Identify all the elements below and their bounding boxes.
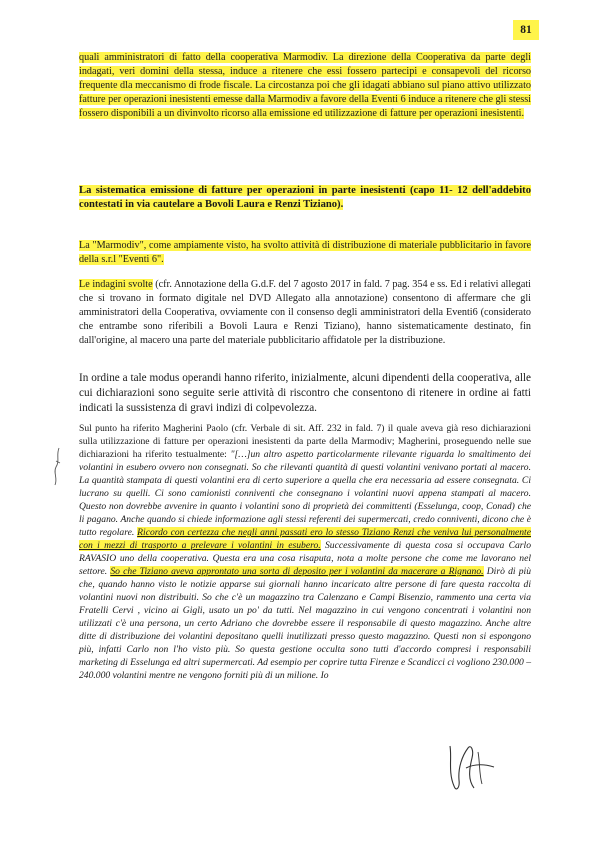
testimony-quote-highlight-1: Ricordo con certezza che negli anni passati ero lo stesso Tiziano Renzi che veniva lui personalmente con i mezzi di trasporto a prelevare i volantini in esubero. bbox=[79, 527, 531, 551]
paragraph-3 bbox=[79, 278, 531, 348]
margin-pen-mark-icon bbox=[50, 447, 64, 487]
section-heading-text: La sistematica emissione di fatture per operazioni in parte inesistenti (capo 11- 12 dell'addebito contestati in via cautelare a Bovoli Laura e Renzi Tiziano). bbox=[79, 185, 531, 210]
paragraph-1-text: quali amministratori di fatto della cooperativa Marmodiv. La direzione della Cooperativa da parte degli indagati, veri domini della stessa, induce a ritenere che essi fossero partecipi e consapevoli del ricorso frequente dla meccanismo di frode fiscale. La circostanza poi che gli idagati abbiano sul piano attivo utilizzato fatture per operazioni inesistenti emesse dalla Marmodiv a favore della Eventi 6 induce a ritenere che gli stessi fossero disponibili a un divinvolto ricorso alla emissione ed utilizzazione di fatture per operazioni inesistenti. bbox=[79, 52, 531, 119]
page-number: 81 bbox=[513, 20, 539, 40]
testimony-quote-highlight-2: So che Tiziano aveva approntato una sorta di deposito per i volantini da macerare a Rignano. bbox=[110, 566, 484, 577]
paragraph-5 bbox=[79, 422, 531, 682]
paragraph-4: In ordine a tale modus operandi hanno riferito, inizialmente, alcuni dipendenti della cooperativa, alle cui dichiarazioni sono seguite serie attività di riscontro che consentono di ritenere in ordine ai fatti indicati la sussistenza di gravi indizi di colpevolezza. bbox=[79, 372, 531, 414]
paragraph-5-intro: Sul punto ha riferito Magherini Paolo (cfr. Verbale di sit. Aff. 232 in fald. 7) il quale aveva già reso dichiarazioni sulla utilizzazione di fatture per operazioni inesistenti da parte della Marmodiv; Magherini, proseguendo nelle sue dichiarazioni ha riferito testualmente: bbox=[79, 423, 531, 460]
section-heading bbox=[79, 184, 531, 212]
paragraph-3-highlight: Le indagini svolte bbox=[79, 279, 153, 290]
paragraph-1 bbox=[79, 51, 531, 121]
testimony-quote-part-3: Dirò di più che, quando hanno visto le notizie apparse sui giornali hanno incaricato altre persone di fare questa raccolta di volantini nuovi non distribuiti. So che c'è un magazzino tra Calenzano e Campi Bisenzio, rammento una certa via Fratelli Cervi , vicino ai Gigli, usato un po' da tutti. Nel magazzino in cui vengono concentrati i volantini non utilizzati c'è una persona, un certo Adriano che dovrebbe essere il responsabile di questo magazzino. Anche altre ditte di distribuzione dei volantini depositano quelli inutilizzati presso questo magazzino. Questi non si espongono più, infatti Carlo non l'ho visto più. So questa gestione occulta sono tutti d'accordo compresi i responsabili marketing di Esselunga ed altri supermercati. Ad esempio per coprire tutta Firenze e Scandicci ci vogliono 230.000 – 240.000 volantini mentre ne vengono forniti più di un milione. Io bbox=[79, 566, 531, 681]
paragraph-3-text: (cfr. Annotazione della G.d.F. del 7 agosto 2017 in fald. 7 pag. 354 e ss. Ed i relativi allegati che si trovano in formato digitale nel DVD Allegato alla annotazione) consentono di affermare che gli amministratori della Cooperativa, ovviamente con il consenso degli amministratori della Eventi6 (considerato che entrambe sono riferibili a Bovoli Laura e Renzi Tiziano), hanno sistematicamente destinato, fin dall'origine, al macero una parte del materiale pubblicitario affidatole per la distribuzione. bbox=[79, 279, 532, 346]
paragraph-2-text: La "Marmodiv", come ampiamente visto, ha svolto attività di distribuzione di materiale pubblicitario in favore della s.r.l "Eventi 6". bbox=[79, 240, 531, 265]
testimony-quote-part-1: "[…]un altro aspetto particolarmente rilevante riguarda lo smaltimento dei volantini in esubero ovvero non consegnati. So che rilevanti quantità di questi volantini venivano portati al macero. La quantità stampata di questi volantini era di certo superiore a quella che era necessaria ad essere consegnata. Ci lucrano su quelli. Ci sono camionisti conniventi che consegnano i volantini nuovi appena stampati al macero. Questo non dovrebbe avvenire in quanto i volantini sono di proprietà dei committenti (Esselunga, coop, Conad) che li pagano. Anche quando si chiede informazione agli stessi referenti dei supermercati, credo conniventi, dicono che è tutto regolare. bbox=[79, 449, 531, 538]
handwritten-signature-icon bbox=[438, 738, 500, 796]
testimony-quote-part-2: Successivamente di questa cosa si occupava Carlo RAVASIO uno della cooperativa. Questa era una cosa risaputa, nota a molte persone che come me lavorano nel settore. bbox=[79, 540, 531, 577]
paragraph-2 bbox=[79, 239, 531, 267]
